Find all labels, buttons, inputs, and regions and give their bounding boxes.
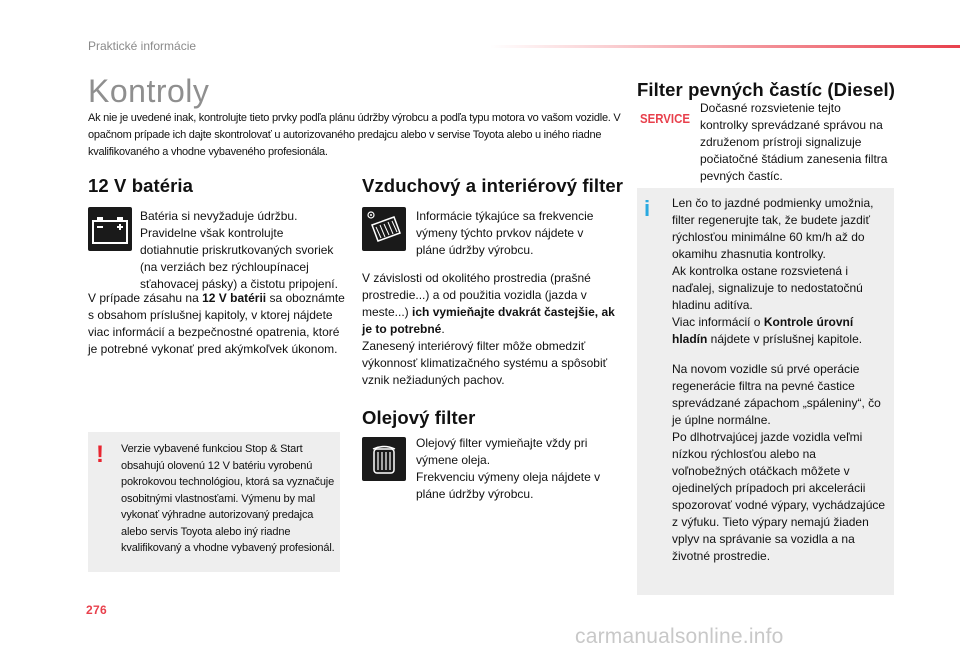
battery-heading: 12 V batéria (88, 175, 194, 196)
dpf-heading: Filter pevných častíc (Diesel) (637, 79, 895, 100)
battery-warning-text: Verzie vybavené funkciou Stop & Start obsahujú olovenú 12 V batériu vyrobenú pokrokovou technológiou, ktorá sa vyznačuje osobitnými vlastnosťami. Výmenu by mal vykonať výhradne autorizovaný predajca alebo servis Toyota alebo iný riadne kvalifikovaný a vhodne vybavený profesionál. (121, 443, 335, 554)
air-filter-icon (362, 207, 406, 251)
page-number: 276 (86, 603, 107, 617)
header-accent-rule (490, 45, 960, 48)
info-icon: i (644, 196, 651, 221)
page-title: Kontroly (88, 73, 210, 109)
service-icon-label: SERVICE (640, 112, 690, 125)
dpf-info-text-2: Na novom vozidle sú prvé operácie regenerácie filtra na pevné častice sprevádzané zápachom „spáleniny“, čo je úplne normálne. Po dlhotrvajúcej jazde vozidla veľmi nízkou rýchlosťou alebo na voľnobežných otáčkach môžete v ojedinelých prípadoch pri akcelerácii spozorovať vodné výpary, vychádzajúce z výfuku. Tieto výpary nemajú žiaden vplyv na správanie sa vozidla a na životné prostredie. (672, 362, 886, 563)
dpf-info-text-1: Len čo to jazdné podmienky umožnia, filter regenerujte tak, že budete jazdiť rýchlosťou minimálne 60 km/h až do okamihu zhasnutia kontrolky. Ak kontrolka ostane rozsvietená i naďalej, signalizuje to nedostatočnú hladinu aditíva. Viac informácií o Kontrole úrovní hladín nájdete v príslušnej kapitole. (672, 196, 874, 346)
section-header: Praktické informácie (88, 39, 197, 53)
battery-icon (88, 207, 132, 251)
watermark: carmanualsonline.info (575, 625, 784, 648)
air-filter-text: Informácie týkajúce sa frekvencie výmeny týchto prvkov nájdete v pláne údržby výrobcu. (416, 209, 594, 257)
air-filter-heading: Vzduchový a interiérový filter (362, 175, 624, 196)
battery-text: Batéria si nevyžaduje údržbu. Pravidelne však kontrolujte dotiahnutie priskrutkovaných svoriek (na verziách bez rýchloupínacej sťahovacej pásky) a čistotu pripojení. (140, 209, 338, 291)
oil-filter-text: Olejový filter vymieňajte vždy pri výmene oleja. Frekvenciu výmeny oleja nájdete v pláne údržby výrobcu. (416, 436, 601, 501)
dpf-text: Dočasné rozsvietenie tejto kontrolky sprevádzané správou na združenom prístroji signalizuje počiatočné štádium zanesenia filtra pevných častíc. (700, 101, 888, 183)
warning-icon: ! (96, 441, 104, 468)
intro-paragraph: Ak nie je uvedené inak, kontrolujte tieto prvky podľa plánu údržby výrobcu a podľa typu motora vo vašom vozidle. V opačnom prípade ich dajte skontrolovať u autorizovaného predajcu alebo v servise Toyota alebo u iného riadne kvalifikovaného a vhodne vybaveného profesionála. (88, 112, 621, 158)
service-warning-icon (640, 111, 690, 125)
oil-filter-heading: Olejový filter (362, 407, 476, 428)
air-filter-paragraph: V závislosti od okolitého prostredia (prašné prostredie...) a od použitia vozidla (jazda v meste...) ich vymieňajte dvakrát častejšie, ak je to potrebné. Zanesený interiérový filter môže obmedziť výkonnosť klimatizačného systému a spôsobiť vznik nežiaduných pachov. (362, 271, 615, 387)
oil-filter-icon (362, 437, 406, 481)
battery-paragraph: V prípade zásahu na 12 V batérii sa oboznámte s obsahom príslušnej kapitoly, v ktorej nájdete viac informácií a bezpečnostné opatrenia, ktoré je potrebné vykonať pred akýmkoľvek úkonom. (88, 291, 345, 356)
